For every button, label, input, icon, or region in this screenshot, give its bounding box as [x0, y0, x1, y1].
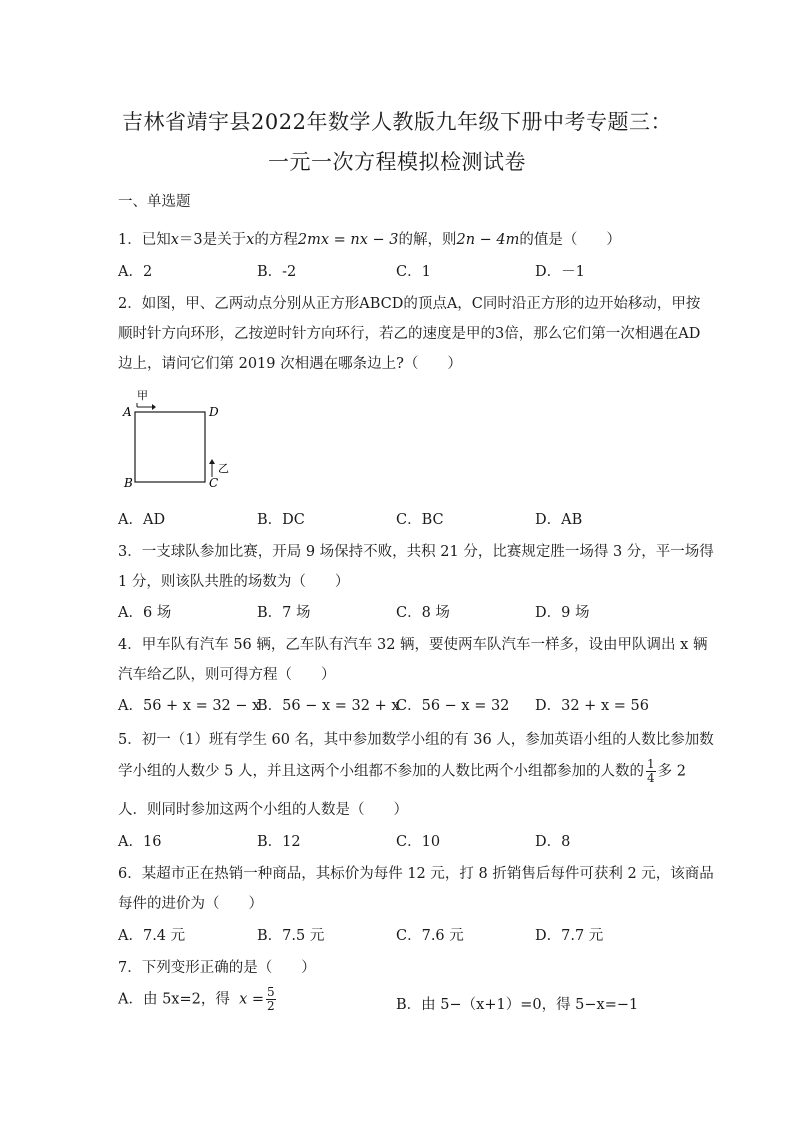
question-6-line1: 6．某超市正在热销一种商品，其标价为每件 12 元，打 8 折销售后每件可获利 2 元，该商品: [118, 866, 714, 882]
yi-label: 乙: [218, 462, 229, 475]
q7-option-b: B．由 5−（x+1）=0，得 5−x=−1: [396, 997, 639, 1013]
q1-option-b: B．-2: [257, 264, 297, 280]
five-halves-fraction: $\frac{5}{2}$: [267, 985, 275, 1013]
question-2-line2: 顺时针方向环形，乙按逆时针方向环行，若乙的速度是甲的3倍，那么它们第一次相遇在AD: [118, 326, 701, 342]
square-figure: [115, 385, 235, 495]
yi-arrow-icon: [209, 459, 215, 477]
q6-option-b: B．7.5 元: [257, 928, 325, 944]
question-2-line1: 2．如图，甲、乙两动点分别从正方形ABCD的顶点A，C同时沿正方形的边开始移动，甲按: [118, 296, 701, 312]
q4-option-a: A．56 + x = 32 − x: [118, 698, 261, 714]
q6-option-a: A．7.4 元: [118, 928, 186, 944]
q5-option-c: C．10: [396, 834, 441, 850]
q1-equation: 2mx = nx − 3: [297, 232, 399, 248]
exam-title-line1: 吉林省靖宇县2022年数学人教版九年级下册中考专题三：: [122, 110, 672, 134]
vertex-d-label: D: [209, 405, 219, 419]
section-heading: 一、单选题: [118, 194, 191, 210]
q1-expression: 2n − 4m: [456, 232, 520, 248]
q3-option-c: C．8 场: [396, 605, 450, 621]
question-3-line1: 3．一支球队参加比赛，开局 9 场保持不败，共积 21 分，比赛规定胜一场得 3 分，平一场得: [118, 544, 714, 560]
q4-option-d: D．32 + x = 56: [535, 698, 649, 714]
q3-option-a: A．6 场: [118, 605, 172, 621]
q5-option-b: B．12: [257, 834, 301, 850]
q1-option-a: A．2: [118, 264, 153, 280]
question-2-line3: 边上，请问它们第 2019 次相遇在哪条边上?（ ）: [118, 356, 462, 372]
question-1: 1．已知x＝3是关于x的方程2mx = nx − 3的解，则2n − 4m的值是（ ）: [118, 232, 621, 248]
vertex-c-label: C: [209, 476, 219, 490]
q2-option-d: D．AB: [535, 512, 583, 528]
q4-option-c: C．56 − x = 32: [396, 698, 510, 714]
question-6-line2: 每件的进价为（ ）: [118, 896, 263, 912]
jia-label: 甲: [137, 389, 148, 402]
question-5-line1: 5．初一（1）班有学生 60 名，其中参加数学小组的有 36 人，参加英语小组的人数比参加数: [118, 732, 714, 748]
question-3-line2: 1 分，则该队共胜的场数为（ ）: [118, 574, 350, 590]
q5-option-a: A．16: [118, 834, 162, 850]
q6-option-c: C．7.6 元: [396, 928, 464, 944]
question-7-line1: 7．下列变形正确的是（ ）: [118, 960, 316, 976]
one-quarter-fraction: $\frac{1}{4}$: [646, 757, 655, 785]
q2-option-c: C．BC: [396, 512, 444, 528]
q1-option-d: D．－1: [535, 264, 585, 280]
q7-option-a: A．由 5x=2，得 x = $\frac{5}{2}$: [118, 985, 275, 1013]
question-4-line2: 汽车给乙队，则可得方程（ ）: [118, 667, 336, 683]
vertex-b-label: B: [124, 476, 133, 490]
exam-title-line2: 一元一次方程模拟检测试卷: [268, 150, 526, 174]
q6-option-d: D．7.7 元: [535, 928, 604, 944]
q2-option-a: A．AD: [118, 512, 166, 528]
question-4-line1: 4．甲车队有汽车 56 辆，乙车队有汽车 32 辆，要使两车队汽车一样多，设由甲队调出 x 辆: [118, 637, 708, 653]
q4-option-b: B．56 − x = 32 + x: [257, 698, 400, 714]
q3-option-b: B．7 场: [257, 605, 311, 621]
question-5-line3: 人．则同时参加这两个小组的人数是（ ）: [118, 802, 408, 818]
question-5-line2: 学小组的人数少 5 人，并且这两个小组都不参加的人数比两个小组都参加的人数的 $\frac{1}{4}$ 多 2: [118, 757, 686, 785]
vertex-a-label: A: [123, 405, 132, 419]
q1-option-c: C．1: [396, 264, 431, 280]
q2-option-b: B．DC: [257, 512, 305, 528]
q3-option-d: D．9 场: [535, 605, 590, 621]
q5-option-d: D．8: [535, 834, 571, 850]
square-abcd: [135, 412, 205, 482]
jia-arrow-icon: [137, 403, 156, 410]
